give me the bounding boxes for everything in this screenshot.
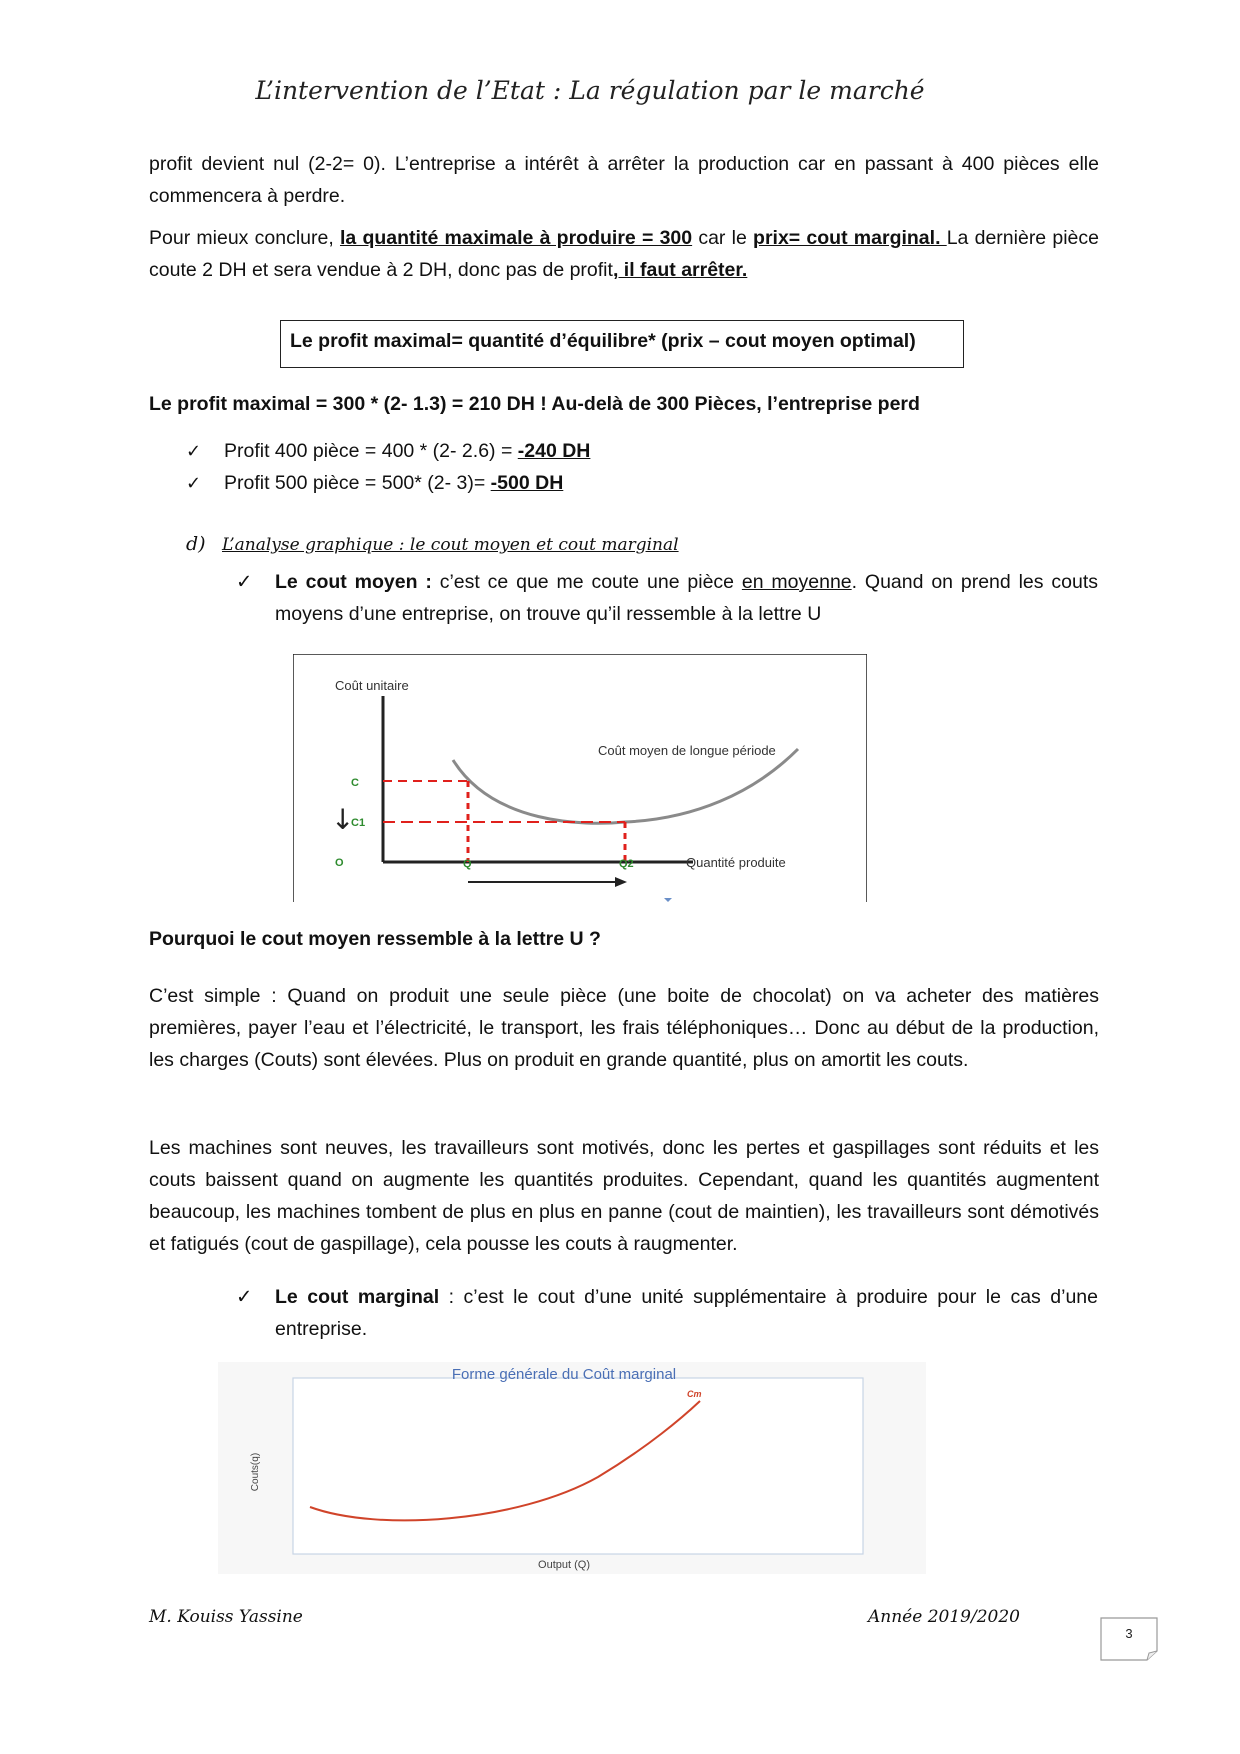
average-cost-figure	[293, 654, 867, 902]
checkmark-icon: ✓	[186, 473, 202, 493]
y-axis-label: Coût unitaire	[335, 678, 409, 693]
tick-q: Q	[463, 858, 472, 870]
avg-cost-text-c: . Quand on prend les couts moyens d’une entreprise, on trouve qu’il ressemble à la lettre U	[275, 571, 1098, 625]
figure2-title: Forme générale du Coût marginal	[451, 1366, 677, 1383]
small-marker	[664, 898, 672, 902]
arrow-down-icon: ↓	[331, 803, 355, 836]
figure2-plot-area	[293, 1378, 863, 1554]
conclusion-price-rule: prix= cout marginal.	[753, 227, 947, 249]
conclusion-stop: , il faut arrêter.	[612, 259, 748, 281]
profit-check-list	[186, 435, 590, 499]
check-item-text: Profit 400 pièce = 400 * (2- 2.6) =	[224, 440, 518, 462]
x-axis-label: Quantité produite	[686, 855, 786, 870]
avg-cost-average: en moyenne	[741, 571, 852, 593]
origin-label: O	[335, 857, 344, 869]
tick-c: C	[351, 777, 359, 789]
section-heading	[186, 533, 679, 555]
curve-label: Coût moyen de longue période	[598, 743, 776, 758]
tick-c1: C1	[351, 817, 366, 829]
section-label: d)	[186, 533, 206, 555]
footer-year: Année 2019/2020	[868, 1607, 1020, 1627]
figure2-y-axis-label: Couts(q)	[250, 1452, 261, 1492]
profit-max-line: Le profit maximal = 300 * (2- 1.3) = 210 DH ! Au-delà de 300 Pièces, l’entreprise perd	[149, 393, 920, 415]
marginal-cost-figure	[218, 1362, 926, 1574]
formula-text: Le profit maximal= quantité d’équilibre* (prix – cout moyen optimal)	[290, 330, 916, 352]
marginal-cost-term: Le cout marginal	[275, 1286, 440, 1308]
conclusion-last-piece: La dernière pièce coute 2 DH et sera vendue à 2 DH, donc pas de profit	[149, 227, 1099, 281]
tick-q2: Q2	[619, 858, 634, 870]
check-item-400	[186, 435, 590, 467]
paragraph-u-shape-end: Les machines sont neuves, les travailleurs sont motivés, donc les pertes et gaspillages sont réduits et les couts baissent quand on augmente les quantités produites. Cependant, quand les quantités augmentent beaucoup, les machines tombent de plus en plus en panne (cout de maintien), les travailleurs sont démotivés et fatigués (cout de gaspillage), cela pousse les couts à raugmenter.	[149, 1137, 1099, 1255]
check-item-value: -500 DH	[490, 472, 564, 494]
conclusion-intro: Pour mieux conclure,	[149, 227, 340, 249]
paragraph-profit-nul: profit devient nul (2-2= 0). L’entreprise a intérêt à arrêter la production car en passant à 400 pièces elle commencera à perdre.	[149, 153, 1099, 207]
page-number: 3	[1125, 1626, 1133, 1641]
avg-cost-item	[236, 566, 1098, 630]
footer-author: M. Kouiss Yassine	[149, 1607, 303, 1627]
checkmark-icon: ✓	[236, 1286, 253, 1308]
question-heading: Pourquoi le cout moyen ressemble à la lettre U ?	[149, 928, 601, 950]
section-title: L’analyse graphique : le cout moyen et cout marginal	[222, 535, 679, 555]
check-item-text: Profit 500 pièce = 500* (2- 3)=	[224, 472, 491, 494]
conclusion-max-quantity: la quantité maximale à produire = 300	[339, 227, 693, 249]
check-item-value: -240 DH	[517, 440, 591, 462]
arrow-right-icon	[615, 877, 627, 887]
avg-cost-term: Le cout moyen :	[275, 571, 432, 593]
marginal-cost-item	[236, 1281, 1098, 1345]
checkmark-icon: ✓	[186, 441, 202, 461]
marginal-cost-text: : c’est le cout d’une unité supplémentaire à produire pour le cas d’une entreprise.	[275, 1286, 1098, 1340]
conclusion-because: car le	[692, 227, 754, 249]
checkmark-icon: ✓	[236, 571, 253, 593]
formula-box	[280, 320, 964, 368]
figure2-curve-label: Cm	[687, 1389, 702, 1399]
paragraph-u-shape-start: C’est simple : Quand on produit une seule pièce (une boite de chocolat) on va acheter des matières premières, payer l’eau et l’électricité, le transport, les frais téléphoniques… Donc au début de la production, les charges (Couts) sont élevées. Plus on produit en grande quantité, plus on amortit les couts.	[149, 985, 1099, 1071]
page-header-title: L’intervention de l’Etat : La régulation par le marché	[255, 76, 925, 105]
avg-cost-text-a: c’est ce que me coute une pièce	[431, 571, 742, 593]
paragraph-conclusion	[149, 222, 1099, 286]
average-cost-curve	[453, 749, 798, 823]
figure2-x-axis-label: Output (Q)	[538, 1559, 590, 1571]
page-number-box	[1100, 1617, 1158, 1661]
check-item-500	[186, 467, 590, 499]
